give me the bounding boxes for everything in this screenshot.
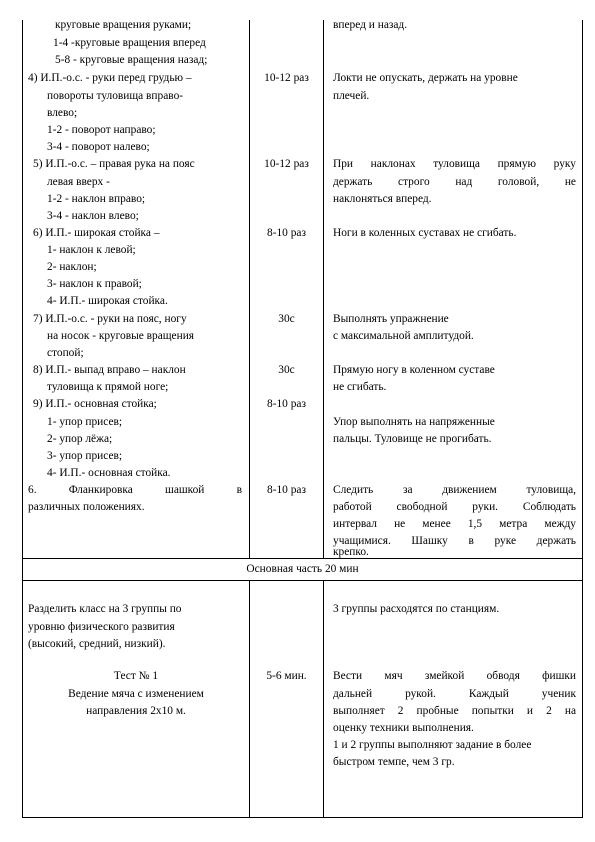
notes-text: При наклонах туловища прямую руку — [333, 158, 576, 170]
notes-text: Локти не опускать, держать на уровне — [333, 72, 518, 84]
test-notes: 1 и 2 группы выполняют задание в более — [333, 739, 532, 751]
exercise-text: 4- И.П.- основная стойка. — [47, 467, 171, 479]
exercise-text: 5-8 - круговые вращения назад; — [55, 54, 208, 66]
table-border-right — [582, 20, 583, 818]
test-description: Ведение мяча с изменением — [68, 688, 204, 700]
notes-text: плечей. — [333, 90, 370, 102]
dosage-text: 8-10 раз — [267, 484, 306, 496]
exercise-text: 4) И.П.-о.с. - руки перед грудью – — [28, 72, 192, 84]
test-title: Тест № 1 — [113, 670, 159, 682]
notes-text: держать строго над головой, не — [333, 176, 576, 188]
test-notes: быстром темпе, чем 3 гр. — [333, 756, 455, 768]
notes-text: Выполнять упражнение — [333, 313, 449, 325]
exercise-text: левая вверх - — [47, 176, 110, 188]
exercise-text: 3- наклон к правой; — [47, 278, 142, 290]
exercise-text: 3-4 - наклон влево; — [47, 210, 139, 222]
notes-text: не сгибать. — [333, 381, 387, 393]
notes-text: работой свободной руки. Соблюдать — [333, 501, 576, 513]
organization-text: Разделить класс на 3 группы по — [28, 603, 182, 615]
dosage-text: 30с — [278, 313, 295, 325]
exercise-text: 2- наклон; — [47, 261, 97, 273]
notes-text: Упор выполнять на напряженные — [333, 416, 495, 428]
notes-text: крепко. — [333, 546, 369, 558]
dosage-text: 8-10 раз — [267, 398, 306, 410]
exercise-text: стопой; — [47, 347, 84, 359]
column-divider-2-bottom — [323, 580, 324, 818]
exercise-text: 1-4 -круговые вращения вперед — [53, 37, 206, 49]
notes-text: учащимися. Шашку в руке держать — [333, 535, 576, 547]
row-divider-section-bottom — [22, 580, 583, 581]
exercise-text: 6) И.П.- широкая стойка – — [33, 227, 160, 239]
notes-text: Ноги в коленных суставах не сгибать. — [333, 227, 517, 239]
notes-text: с максимальной амплитудой. — [333, 330, 474, 342]
test-description: направления 2х10 м. — [86, 705, 186, 717]
exercise-text: 9) И.П.- основная стойка; — [33, 398, 157, 410]
notes-text: вперед и назад. — [333, 19, 408, 31]
section-header: Основная часть 20 мин — [246, 563, 359, 575]
test-dosage: 5-6 мин. — [266, 670, 307, 682]
table-border-bottom — [22, 817, 583, 818]
organization-note: 3 группы расходятся по станциям. — [333, 603, 500, 615]
dosage-text: 30с — [278, 364, 295, 376]
exercise-text: влево; — [47, 107, 78, 119]
column-divider-2-top — [323, 20, 324, 558]
organization-text: (высокий, средний, низкий). — [28, 638, 166, 650]
test-notes: Вести мяч змейкой обводя фишки — [333, 670, 576, 682]
notes-text: интервал не менее 1,5 метра между — [333, 518, 576, 530]
test-notes: дальней рукой. Каждый ученик — [333, 688, 576, 700]
exercise-text: 1-2 - поворот направо; — [47, 124, 156, 136]
column-divider-1-bottom — [249, 580, 250, 818]
exercise-text: 7) И.П.-о.с. - руки на пояс, ногу — [33, 313, 187, 325]
notes-text: Следить за движением туловища, — [333, 484, 576, 496]
dosage-text: 8-10 раз — [267, 227, 306, 239]
notes-text: Прямую ногу в коленном суставе — [333, 364, 495, 376]
row-divider-section-top — [22, 558, 583, 559]
exercise-text: 1- наклон к левой; — [47, 244, 136, 256]
exercise-text: повороты туловища вправо- — [47, 90, 184, 102]
exercise-text: 6. Фланкировка шашкой в — [28, 484, 242, 496]
exercise-text: различных положениях. — [28, 501, 145, 513]
exercise-text: 4- И.П.- широкая стойка. — [47, 295, 168, 307]
notes-text: наклоняться вперед. — [333, 193, 432, 205]
exercise-text: 8) И.П.- выпад вправо – наклон — [33, 364, 186, 376]
organization-text: уровню физического развития — [28, 621, 175, 633]
exercise-text: 3- упор присев; — [47, 450, 123, 462]
exercise-text: туловища к прямой ноге; — [47, 381, 169, 393]
exercise-text: 1- упор присев; — [47, 416, 123, 428]
dosage-text: 10-12 раз — [264, 72, 309, 84]
exercise-text: 5) И.П.-о.с. – правая рука на пояс — [33, 158, 195, 170]
column-divider-1-top — [249, 20, 250, 558]
exercise-text: 2- упор лёжа; — [47, 433, 113, 445]
test-notes: оценку техники выполнения. — [333, 722, 474, 734]
exercise-text: 3-4 - поворот налево; — [47, 141, 150, 153]
test-notes: выполняет 2 пробные попытки и 2 на — [333, 705, 576, 717]
exercise-text: круговые вращения руками; — [55, 19, 192, 31]
exercise-text: 1-2 - наклон вправо; — [47, 193, 146, 205]
dosage-text: 10-12 раз — [264, 158, 309, 170]
exercise-text: на носок - круговые вращения — [47, 330, 195, 342]
notes-text: пальцы. Туловище не прогибать. — [333, 433, 492, 445]
